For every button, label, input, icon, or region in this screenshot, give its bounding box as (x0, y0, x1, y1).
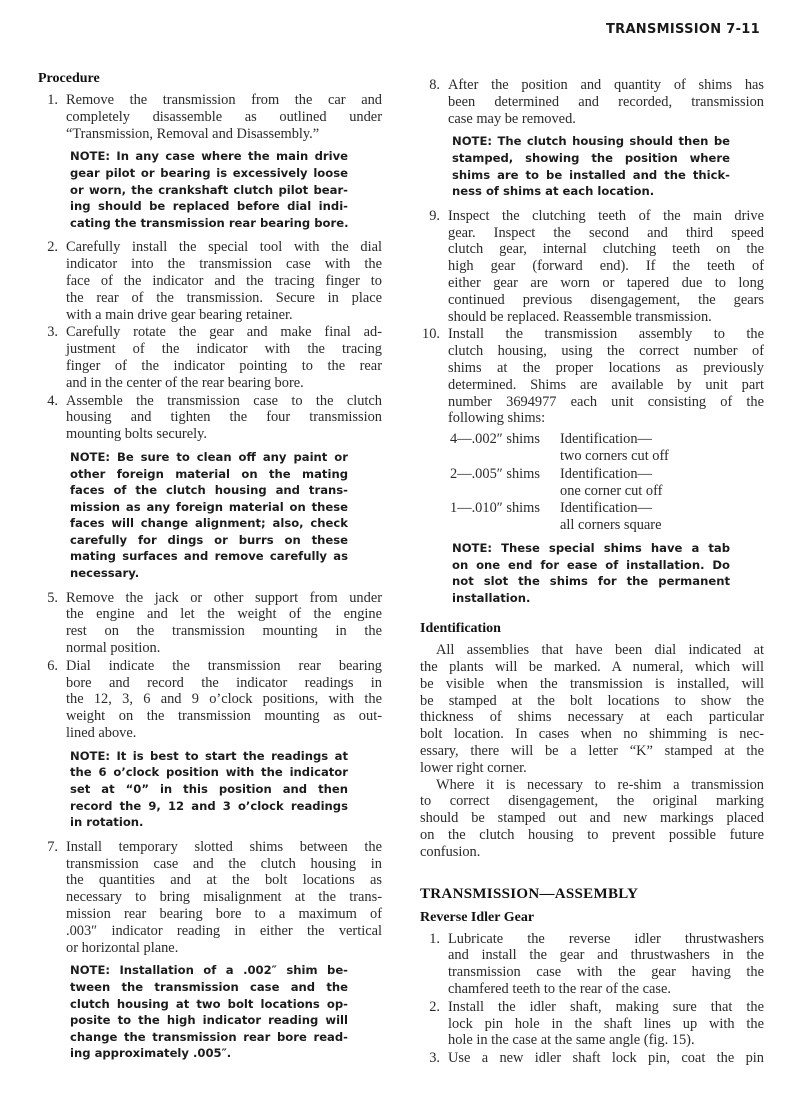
text-line: Remove the transmission from the car and (66, 92, 382, 108)
text-line: Remove the jack or other support from under (66, 589, 382, 606)
shim-quantity: 1—.010″ shims (450, 500, 540, 517)
text-line: Install temporary slotted shims between the (66, 838, 382, 855)
step-3 (38, 324, 382, 391)
note-line: stamped, showing the position where (452, 150, 730, 165)
step-5 (38, 590, 382, 657)
note-7 (38, 962, 348, 1062)
assembly-section-heading: TRANSMISSION—ASSEMBLY (420, 885, 639, 902)
note-line: change the transmission rear bore read- (70, 1029, 348, 1044)
text-line: Inspect the clutching teeth of the main drive (448, 207, 764, 224)
step-number: 5. (47, 589, 58, 606)
note-line: record the 9, 12 and 3 o’clock readings (70, 798, 348, 813)
note-line: installation. (452, 590, 531, 605)
text-line: lined above. (66, 725, 137, 742)
step-number: 1. (47, 92, 58, 108)
text-line: the rear of the transmission. Secure in place (66, 289, 382, 306)
text-line: following shims: (448, 410, 546, 427)
shim-identification (560, 500, 662, 534)
text-line: the quantities and at the bolt locations as (66, 872, 382, 889)
text-line: Install the idler shaft, making sure that the (448, 998, 764, 1015)
note-line: ing should be replaced before dial indi- (70, 199, 348, 214)
note-line: mating surfaces and remove carefully as (70, 549, 348, 564)
text-line: and install the gear and thrustwashers in the (448, 947, 764, 964)
text-line: the 12, 3, 6 and 9 o’clock positions, with the (66, 691, 382, 708)
shim-row (450, 431, 764, 465)
step-7 (38, 839, 382, 957)
text-line: should be replaced. Reassemble transmission. (448, 308, 712, 325)
text-line: number 3694977 each unit consisting of the (448, 393, 764, 410)
text-line: high gear (forward end). If the teeth of (448, 258, 764, 275)
step-9 (420, 208, 764, 326)
shim-table (450, 431, 764, 534)
note-line: carefully for dings or burrs on these (70, 532, 348, 547)
note-line: on one end for ease of installation. Do (452, 557, 730, 572)
note-line: posite to the high indicator reading will (70, 1013, 348, 1028)
procedure-heading: Procedure (38, 71, 100, 86)
text-line: face of the indicator and the tracing finger to (66, 272, 382, 289)
text-line: bolt location. In cases when no shimming is nec- (420, 726, 764, 743)
shim-note (420, 540, 730, 606)
text-line: confusion. (420, 843, 481, 860)
note-line: NOTE: It is best to start the readings at (70, 748, 348, 763)
text-line: clutch housing, using the correct number of (448, 343, 764, 360)
note-line: NOTE: The clutch housing should then be (452, 134, 730, 149)
note-1 (38, 148, 348, 231)
text-line: the engine and let the weight of the engine (66, 606, 382, 623)
text-line: Carefully install the special tool with the dial (66, 239, 382, 256)
text-line: lock pin hole in the shaft lines up with the (448, 1015, 764, 1032)
running-header: TRANSMISSION 7-11 (605, 22, 760, 37)
step-number: 7. (47, 838, 58, 855)
step-8 (420, 77, 764, 127)
shim-id-desc: all corners square (560, 517, 662, 534)
note-4 (38, 449, 348, 582)
text-line: Lubricate the reverse idler thrustwashers (448, 930, 764, 947)
shim-id-desc: one corner cut off (560, 482, 663, 499)
step-number: 6. (47, 657, 58, 674)
note-8 (420, 133, 730, 199)
text-line: thickness of shims necessary at each particular (420, 709, 764, 726)
text-line: justment of the indicator with the tracing (66, 341, 382, 358)
step-number: 2. (429, 998, 440, 1015)
text-line: the plants will be marked. A numeral, which will (420, 659, 764, 676)
note-line: in rotation. (70, 815, 144, 830)
assembly-step-1 (420, 931, 764, 998)
identification-paragraph-2 (420, 777, 764, 861)
text-line: Use a new idler shaft lock pin, coat the pin (448, 1050, 764, 1067)
text-line: be stamped at the bolt locations to show the (420, 692, 764, 709)
note-line: clutch housing at two bolt locations op- (70, 996, 348, 1011)
note-line: tween the transmission case and the (70, 979, 348, 994)
text-line: completely disassemble as outlined under (66, 108, 382, 125)
text-line: lower right corner. (420, 759, 527, 776)
text-line: shims at the proper locations as previously (448, 359, 764, 376)
text-line: transmission case and the clutch housing in (66, 855, 382, 872)
note-line: necessary. (70, 566, 140, 581)
note-line: NOTE: These special shims have a tab (452, 540, 730, 555)
assembly-step-3 (420, 1050, 764, 1067)
step-number: 9. (429, 207, 440, 224)
text-line: rest on the transmission mounting in the (66, 623, 382, 640)
step-10 (420, 326, 764, 427)
text-line: Install the transmission assembly to the (448, 326, 764, 343)
text-line: necessary to bring misalignment at the trans- (66, 889, 382, 906)
text-line: weight on the transmission mounting as out- (66, 708, 382, 725)
step-number: 8. (429, 77, 440, 93)
text-line: bore and record the indicator readings in (66, 674, 382, 691)
right-column (420, 77, 764, 1068)
text-line: mission rear bearing bore to a maximum of (66, 906, 382, 922)
shim-id-label: Identification— (560, 465, 652, 482)
text-line: “Transmission, Removal and Disassembly.” (66, 125, 320, 142)
text-line: All assemblies that have been dial indicated at (436, 642, 764, 659)
text-line: or horizontal plane. (66, 939, 179, 956)
note-line: faces will change alignment; also, check (70, 516, 348, 531)
step-6 (38, 658, 382, 742)
text-line: case may be removed. (448, 110, 576, 127)
left-column (38, 70, 382, 1070)
note-line: mission as any foreign material on these (70, 499, 348, 514)
step-number: 3. (429, 1050, 440, 1067)
reverse-idler-gear-heading: Reverse Idler Gear (420, 909, 535, 925)
step-number: 4. (47, 392, 58, 409)
text-line: determined. Shims are available by unit part (448, 376, 764, 393)
text-line: should be stamped out and new markings placed (420, 810, 764, 827)
shim-id-desc: two corners cut off (560, 447, 669, 464)
text-line: hole in the case at the same angle (fig. 15). (448, 1032, 695, 1049)
shim-row (450, 466, 764, 500)
shim-quantity: 2—.005″ shims (450, 465, 540, 482)
text-line: to correct disengagement, the original marking (420, 793, 764, 810)
note-line: or worn, the crankshaft clutch pilot bear- (70, 182, 348, 197)
text-line: Where it is necessary to re-shim a transmission (436, 776, 764, 793)
note-line: shims are to be installed and the thick- (452, 167, 730, 182)
step-number: 2. (47, 239, 58, 256)
step-1 (38, 92, 382, 142)
text-line: continued previous disengagement, the gears (448, 291, 764, 308)
text-line: on the clutch housing to prevent possible future (420, 827, 764, 844)
note-line: ing approximately .005″. (70, 1046, 232, 1061)
identification-heading: Identification (420, 621, 501, 637)
step-number: 1. (429, 930, 440, 947)
text-line: essary, there will be a letter “K” stamped at the (420, 743, 764, 760)
text-line: housing and tighten the four transmission (66, 409, 382, 426)
text-line: Carefully rotate the gear and make final ad- (66, 324, 382, 341)
note-line: the 6 o’clock position with the indicator (70, 765, 348, 780)
shim-quantity: 4—.002″ shims (450, 431, 540, 448)
text-line: transmission case with the gear having the (448, 964, 764, 981)
shim-id-label: Identification— (560, 431, 652, 448)
shim-id-label: Identification— (560, 500, 652, 517)
text-line: been determined and recorded, transmission (448, 93, 764, 110)
shim-row (450, 500, 764, 534)
identification-paragraph-1 (420, 642, 764, 776)
note-line: NOTE: Be sure to clean off any paint or (70, 449, 348, 464)
text-line: normal position. (66, 640, 161, 657)
step-4 (38, 393, 382, 443)
note-line: not slot the shims for the permanent (452, 574, 730, 589)
text-line: finger of the indicator pointing to the rear (66, 357, 382, 374)
shim-identification (560, 431, 669, 465)
text-line: chamfered teeth to the rear of the case. (448, 981, 671, 998)
text-line: .003″ indicator reading in either the vertical (66, 922, 382, 939)
note-line: NOTE: Installation of a .002″ shim be- (70, 963, 348, 978)
text-line: gear. Inspect the second and third speed (448, 224, 764, 241)
text-line: Dial indicate the transmission rear bearing (66, 657, 382, 674)
note-line: set at “0” in this position and then (70, 782, 348, 797)
note-line: cating the transmission rear bearing bore. (70, 215, 349, 230)
step-number: 3. (47, 324, 58, 341)
text-line: either gear are worn or tapered due to long (448, 274, 764, 291)
note-line: ness of shims at each location. (452, 184, 655, 199)
text-line: indicator into the transmission case with the (66, 256, 382, 273)
step-number: 10. (422, 326, 440, 343)
text-line: be visible when the transmission is installed, will (420, 675, 764, 692)
text-line: mounting bolts securely. (66, 426, 207, 443)
text-line: clutch gear, internal clutching teeth on the (448, 241, 764, 258)
assembly-step-2 (420, 999, 764, 1049)
text-line: and in the center of the rear bearing bore. (66, 374, 304, 391)
note-line: NOTE: In any case where the main drive (70, 149, 348, 164)
shim-identification (560, 466, 662, 500)
text-line: After the position and quantity of shims has (448, 77, 764, 93)
note-line: other foreign material on the mating (70, 466, 348, 481)
step-2 (38, 239, 382, 323)
note-6 (38, 748, 348, 831)
note-line: gear pilot or bearing is excessively loose (70, 165, 348, 180)
text-line: with a main drive gear bearing retainer. (66, 306, 293, 323)
note-line: faces of the clutch housing and trans- (70, 483, 348, 498)
text-line: Assemble the transmission case to the clutch (66, 392, 382, 409)
